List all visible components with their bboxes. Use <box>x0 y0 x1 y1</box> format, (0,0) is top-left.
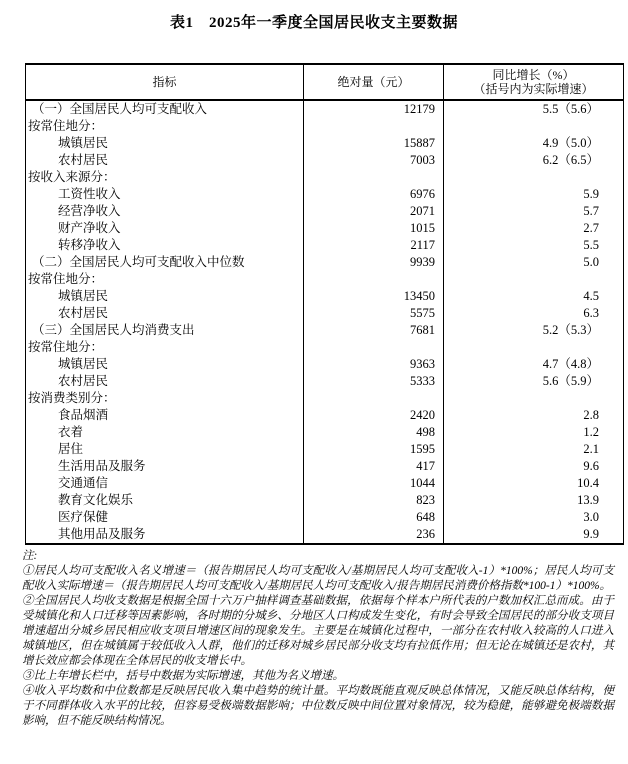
growth-value-cell: 1.2 <box>444 424 624 441</box>
indicator-cell: 农村居民 <box>58 306 109 320</box>
growth-value-cell: 6.2（6.5） <box>444 152 624 169</box>
header-row <box>26 64 624 100</box>
indicator-cell: 按常住地分： <box>28 340 104 354</box>
indicator-cell: 居住 <box>58 442 84 456</box>
header-growth-line1: 同比增长（%） <box>492 67 575 82</box>
absolute-value-cell: 1595 <box>304 441 444 458</box>
growth-value-cell: 4.7（4.8） <box>444 356 624 373</box>
table-row <box>26 424 624 441</box>
page-title: 表1 2025年一季度全国居民收支主要数据 <box>169 15 458 31</box>
absolute-value-cell: 2117 <box>304 237 444 254</box>
table-row <box>26 509 624 526</box>
table-body <box>26 100 624 544</box>
header-growth-line2: （括号内为实际增速） <box>473 81 594 96</box>
indicator-cell: 经营净收入 <box>58 204 121 218</box>
table-row <box>26 288 624 305</box>
table-row <box>26 373 624 390</box>
absolute-value-cell: 13450 <box>304 288 444 305</box>
notes-label: 注: <box>22 550 38 562</box>
absolute-value-cell <box>304 118 444 135</box>
growth-value-cell <box>444 169 624 186</box>
header-growth <box>444 64 624 100</box>
indicator-cell: 教育文化娱乐 <box>58 493 134 507</box>
growth-value-cell: 3.0 <box>444 509 624 526</box>
growth-value-cell: 5.6（5.9） <box>444 373 624 390</box>
absolute-value-cell: 236 <box>304 526 444 544</box>
notes-list <box>22 564 614 729</box>
note-item: ①居民人均可支配收入名义增速＝（报告期居民人均可支配收入/基期居民人均可支配收入-1）*100%；居民人均可支配收入实际增速＝（报告期居民人均可支配收入/基期居民人均可支配收入/报告期居民消费价格指数*100-1）*100%。 <box>22 565 614 592</box>
notes-section <box>22 549 614 729</box>
indicator-cell: 食品烟酒 <box>58 408 109 422</box>
growth-value-cell: 2.8 <box>444 407 624 424</box>
table-row <box>26 271 624 288</box>
indicator-cell: 农村居民 <box>58 153 109 167</box>
table-row <box>26 356 624 373</box>
table-row <box>26 305 624 322</box>
table-row <box>26 152 624 169</box>
absolute-value-cell: 498 <box>304 424 444 441</box>
indicator-cell: 按收入来源分： <box>28 170 116 184</box>
income-expenditure-table <box>25 63 624 545</box>
growth-value-cell: 5.2（5.3） <box>444 322 624 339</box>
header-indicator: 指标 <box>26 64 304 100</box>
growth-value-cell: 9.6 <box>444 458 624 475</box>
indicator-cell: 医疗保健 <box>58 510 109 524</box>
growth-value-cell: 4.9（5.0） <box>444 135 624 152</box>
absolute-value-cell: 5333 <box>304 373 444 390</box>
table-row <box>26 339 624 356</box>
absolute-value-cell: 2071 <box>304 203 444 220</box>
table-row <box>26 100 624 118</box>
indicator-cell: 城镇居民 <box>58 136 109 150</box>
table-row <box>26 220 624 237</box>
absolute-value-cell <box>304 390 444 407</box>
indicator-cell: 工资性收入 <box>58 187 121 201</box>
growth-value-cell: 10.4 <box>444 475 624 492</box>
table-row <box>26 118 624 135</box>
table-row <box>26 254 624 271</box>
header-absolute: 绝对量（元） <box>304 64 444 100</box>
absolute-value-cell: 1044 <box>304 475 444 492</box>
absolute-value-cell: 9939 <box>304 254 444 271</box>
absolute-value-cell: 7003 <box>304 152 444 169</box>
indicator-cell: 城镇居民 <box>58 289 109 303</box>
growth-value-cell: 4.5 <box>444 288 624 305</box>
indicator-cell: 城镇居民 <box>58 357 109 371</box>
table-row <box>26 322 624 339</box>
table-row <box>26 492 624 509</box>
indicator-cell: 农村居民 <box>58 374 109 388</box>
table-row <box>26 169 624 186</box>
indicator-cell: 按消费类别分： <box>28 391 116 405</box>
growth-value-cell: 2.7 <box>444 220 624 237</box>
note-item: ③比上年增长栏中，括号中数据为实际增速，其他为名义增速。 <box>22 670 344 682</box>
table-row <box>26 407 624 424</box>
absolute-value-cell <box>304 339 444 356</box>
table-row <box>26 237 624 254</box>
indicator-cell: （三）全国居民人均消费支出 <box>32 323 195 337</box>
absolute-value-cell: 2420 <box>304 407 444 424</box>
absolute-value-cell: 417 <box>304 458 444 475</box>
absolute-value-cell: 12179 <box>304 100 444 118</box>
table-row <box>26 186 624 203</box>
table-row <box>26 390 624 407</box>
table-row <box>26 203 624 220</box>
growth-value-cell <box>444 390 624 407</box>
indicator-cell: （一）全国居民人均可支配收入 <box>32 102 208 116</box>
absolute-value-cell: 15887 <box>304 135 444 152</box>
growth-value-cell: 6.3 <box>444 305 624 322</box>
note-item: ②全国居民人均收支数据是根据全国十六万户抽样调查基础数据，依据每个样本户所代表的户数加权汇总而成。由于受城镇化和人口迁移等因素影响，各时期的分城乡、分地区人口构成发生变化，有时会导致全国居民的部分收支项目增速超出分城乡居民相应收支项目增速区间的现象发生。主要是在城镇化过程中，一部分在农村收入较高的人口进入城镇地区，但在城镇属于较低收入人群，他们的迁移对城乡居民部分收支均有拉低作用；但无论在城镇还是农村，其增长效应都会体现在全体居民的收支增长中。 <box>22 595 614 667</box>
indicator-cell: 按常住地分： <box>28 119 104 133</box>
growth-value-cell: 2.1 <box>444 441 624 458</box>
indicator-cell: （二）全国居民人均可支配收入中位数 <box>32 255 245 269</box>
absolute-value-cell: 7681 <box>304 322 444 339</box>
growth-value-cell <box>444 118 624 135</box>
table-row <box>26 458 624 475</box>
indicator-cell: 其他用品及服务 <box>58 527 146 541</box>
indicator-cell: 衣着 <box>58 425 84 439</box>
absolute-value-cell: 823 <box>304 492 444 509</box>
indicator-cell: 交通通信 <box>58 476 109 490</box>
growth-value-cell: 9.9 <box>444 526 624 544</box>
growth-value-cell: 5.5（5.6） <box>444 100 624 118</box>
indicator-cell: 按常住地分： <box>28 272 104 286</box>
note-item: ④收入平均数和中位数都是反映居民收入集中趋势的统计量。平均数既能直观反映总体情况，又能反映总体结构，便于不同群体收入水平的比较，但容易受极端数据影响；中位数反映中间位置对象情况，较为稳健，能够避免极端数据影响，但不能反映结构情况。 <box>22 685 614 727</box>
absolute-value-cell <box>304 169 444 186</box>
absolute-value-cell: 5575 <box>304 305 444 322</box>
growth-value-cell <box>444 271 624 288</box>
indicator-cell: 财产净收入 <box>58 221 121 235</box>
growth-value-cell <box>444 339 624 356</box>
absolute-value-cell: 1015 <box>304 220 444 237</box>
absolute-value-cell: 648 <box>304 509 444 526</box>
table-row <box>26 526 624 544</box>
growth-value-cell: 5.5 <box>444 237 624 254</box>
indicator-cell: 转移净收入 <box>58 238 121 252</box>
table-row <box>26 475 624 492</box>
table-row <box>26 135 624 152</box>
growth-value-cell: 5.7 <box>444 203 624 220</box>
table-header <box>26 64 624 100</box>
absolute-value-cell: 9363 <box>304 356 444 373</box>
absolute-value-cell <box>304 271 444 288</box>
growth-value-cell: 13.9 <box>444 492 624 509</box>
absolute-value-cell: 6976 <box>304 186 444 203</box>
growth-value-cell: 5.9 <box>444 186 624 203</box>
indicator-cell: 生活用品及服务 <box>58 459 146 473</box>
table-row <box>26 441 624 458</box>
growth-value-cell: 5.0 <box>444 254 624 271</box>
